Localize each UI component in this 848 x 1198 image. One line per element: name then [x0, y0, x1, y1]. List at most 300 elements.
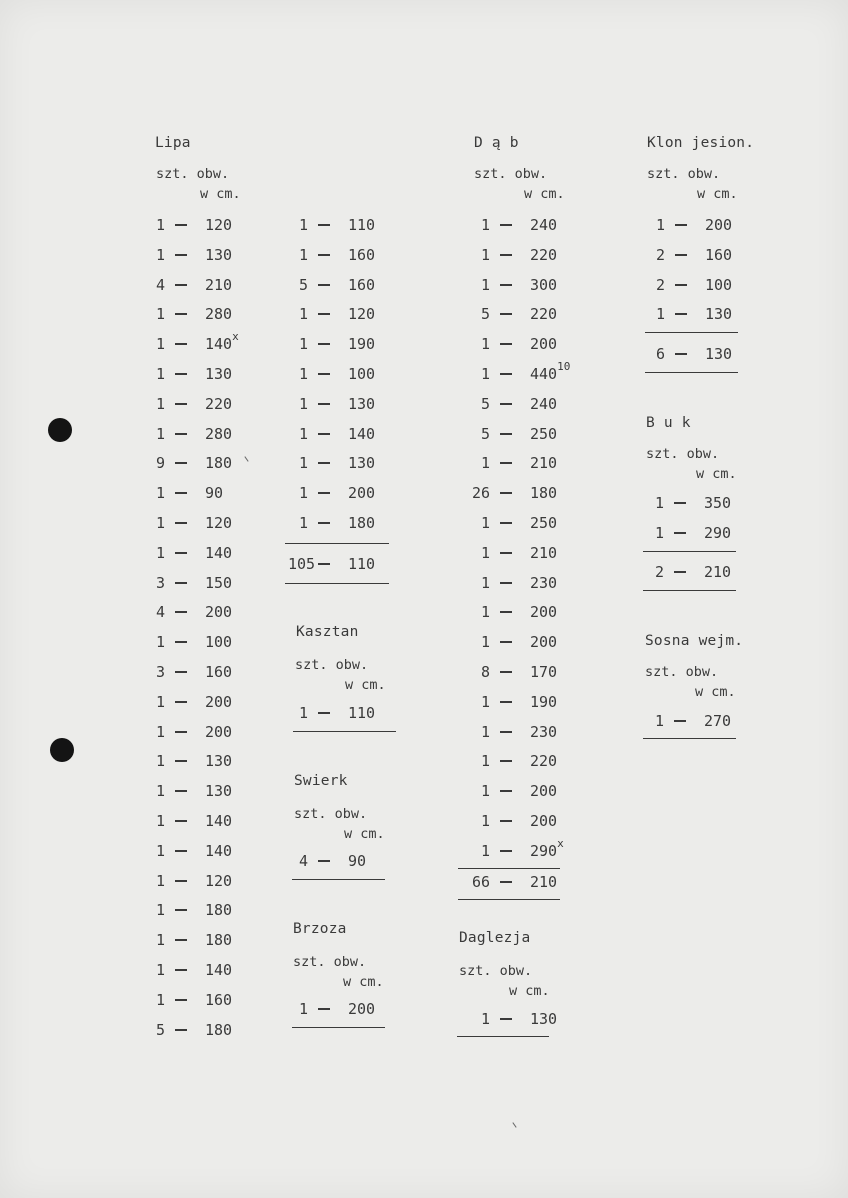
table-row [288, 274, 398, 296]
dash-separator [318, 224, 330, 226]
header-line-1: szt. obw. [647, 166, 721, 182]
girth-value: 210 [530, 454, 558, 473]
table-row [644, 710, 754, 732]
table-row [470, 333, 580, 355]
table-row [145, 572, 255, 594]
dash-separator [318, 492, 330, 494]
quantity-cell: 9 [155, 454, 165, 473]
dash-separator [500, 492, 512, 494]
girth-value: 200 [530, 603, 558, 622]
table-row [145, 363, 255, 385]
girth-cell [205, 750, 232, 772]
table-row [288, 303, 398, 325]
girth-value: 130 [205, 782, 233, 801]
quantity-cell: 1 [155, 365, 165, 383]
table-row [645, 244, 755, 266]
dash-separator [175, 343, 187, 345]
header-line-1: szt. obw. [646, 446, 720, 462]
quantity-cell: 5 [155, 1020, 165, 1039]
dash-separator [500, 671, 512, 673]
girth-cell [205, 363, 232, 385]
girth-value: 140 [205, 543, 233, 562]
sum-rule [292, 1027, 385, 1028]
sum-rule [643, 551, 736, 552]
girth-value: 140 [205, 841, 233, 860]
quantity-cell: 1 [155, 812, 165, 830]
girth-cell [348, 452, 375, 474]
quantity-cell: 1 [155, 514, 165, 532]
column-header-kasztan [295, 655, 386, 695]
table-row [470, 661, 580, 683]
girth-value: 160 [348, 245, 376, 264]
girth-value: 130 [348, 454, 376, 473]
dash-separator [500, 1018, 512, 1020]
girth-value: 200 [205, 692, 233, 711]
girth-value: 220 [530, 245, 558, 264]
girth-value: 120 [205, 514, 233, 532]
dash-separator [500, 881, 512, 883]
girth-value: 160 [348, 275, 376, 294]
table-row [145, 1019, 255, 1041]
girth-value: 290 [530, 841, 558, 860]
quantity-cell: 1 [480, 812, 490, 830]
girth-value: 160 [205, 663, 233, 681]
table-row [470, 750, 580, 772]
girth-cell [348, 998, 375, 1020]
dash-separator [500, 462, 512, 464]
dash-separator [175, 790, 187, 792]
girth-cell [530, 631, 557, 653]
girth-value: 440 [530, 365, 558, 383]
girth-value: 200 [205, 603, 233, 622]
girth-cell [205, 1019, 232, 1041]
dash-separator [674, 571, 686, 573]
quantity-cell: 1 [155, 931, 165, 950]
dash-separator [500, 373, 512, 375]
girth-value: 200 [530, 782, 558, 801]
table-row [288, 363, 398, 385]
table-row [470, 214, 580, 236]
dash-separator [675, 353, 687, 355]
header-line-1: szt. obw. [295, 657, 369, 673]
dash-separator [175, 1029, 187, 1031]
quantity-cell: 1 [480, 245, 490, 264]
dash-separator [175, 671, 187, 673]
quantity-cell: 66 [471, 873, 490, 891]
girth-cell [530, 512, 557, 534]
table-row [145, 542, 255, 564]
quantity-cell: 1 [155, 901, 165, 920]
section-title-sosna: Sosna wejm. [645, 633, 744, 649]
dash-separator [175, 254, 187, 256]
dash-separator [175, 850, 187, 852]
quantity-cell: 1 [480, 782, 490, 801]
dash-separator [675, 313, 687, 315]
quantity-cell: 1 [298, 484, 308, 503]
header-line-2: w cm. [509, 983, 550, 999]
girth-value: 250 [530, 514, 558, 532]
girth-cell [348, 482, 375, 504]
table-row [288, 393, 398, 415]
girth-cell [348, 214, 375, 236]
column-header-buk [646, 444, 737, 484]
dash-separator [318, 433, 330, 435]
sum-rule [285, 543, 389, 544]
girth-value: 140 [348, 424, 376, 443]
dash-separator [500, 522, 512, 524]
table-row [145, 330, 255, 355]
table-row [288, 423, 398, 445]
quantity-cell: 5 [480, 424, 490, 443]
dash-separator [318, 373, 330, 375]
girth-value: 230 [530, 722, 558, 741]
dash-separator [500, 343, 512, 345]
girth-cell [530, 780, 557, 802]
table-row [145, 840, 255, 862]
dash-separator [175, 462, 187, 464]
dash-separator [500, 611, 512, 613]
quantity-cell: 1 [480, 841, 490, 860]
quantity-cell: 5 [480, 394, 490, 413]
sum-rule [643, 738, 736, 739]
total-row [288, 553, 398, 575]
girth-cell [348, 393, 375, 415]
dash-separator [175, 939, 187, 941]
total-row [470, 871, 580, 893]
girth-cell [530, 274, 557, 296]
table-row [145, 959, 255, 981]
punch-hole [48, 418, 72, 442]
table-row [145, 721, 255, 743]
girth-cell [348, 850, 366, 872]
girth-cell [205, 482, 223, 504]
quantity-cell: 1 [480, 603, 490, 622]
girth-cell [530, 333, 557, 355]
girth-cell [530, 691, 557, 713]
dash-separator [674, 720, 686, 722]
quantity-cell: 4 [298, 852, 308, 870]
table-row [645, 214, 755, 236]
dash-separator [675, 254, 687, 256]
table-row [470, 393, 580, 415]
girth-cell [205, 959, 232, 981]
table-row [145, 661, 255, 683]
dash-separator [175, 969, 187, 971]
table-row [145, 393, 255, 415]
header-line-1: szt. obw. [474, 166, 548, 182]
quantity-cell: 1 [155, 394, 165, 413]
girth-value: 100 [705, 275, 733, 294]
dash-separator [175, 433, 187, 435]
quantity-cell: 1 [480, 365, 490, 383]
dash-separator [500, 254, 512, 256]
quantity-cell: 2 [654, 563, 664, 581]
girth-value: 180 [348, 514, 376, 532]
table-row [145, 870, 255, 892]
table-row [470, 274, 580, 296]
girth-value: 190 [348, 335, 376, 354]
section-title-klon: Klon jesion. [647, 135, 755, 151]
table-row [288, 850, 398, 872]
girth-value: 170 [530, 663, 558, 681]
dash-separator [500, 313, 512, 315]
girth-value: 120 [205, 216, 233, 234]
dash-separator [318, 313, 330, 315]
girth-cell [205, 393, 232, 415]
quantity-cell: 1 [298, 454, 308, 473]
girth-cell [704, 561, 731, 583]
table-row [470, 780, 580, 802]
girth-cell [205, 840, 232, 862]
girth-value: 280 [205, 424, 233, 443]
girth-cell [705, 303, 732, 325]
girth-cell [348, 363, 375, 385]
quantity-cell: 1 [298, 514, 308, 532]
girth-cell [205, 452, 232, 474]
girth-cell [705, 274, 732, 296]
girth-cell [348, 423, 375, 445]
header-line-2: w cm. [697, 186, 738, 202]
girth-value: 180 [205, 454, 233, 473]
quantity-cell: 1 [155, 484, 165, 503]
girth-value: 210 [704, 563, 732, 581]
table-row [145, 512, 255, 534]
girth-cell [530, 661, 557, 683]
girth-value: 140 [205, 812, 233, 830]
dash-separator [175, 641, 187, 643]
header-line-2: w cm. [695, 684, 736, 700]
table-row [145, 452, 255, 474]
quantity-cell: 4 [155, 275, 165, 294]
section-title-kasztan: Kasztan [296, 624, 359, 640]
girth-value: 100 [348, 365, 376, 383]
quantity-cell: 1 [155, 871, 165, 890]
quantity-cell: 1 [298, 394, 308, 413]
section-title-lipa: Lipa [155, 135, 191, 151]
quantity-cell: 1 [155, 782, 165, 801]
header-line-1: szt. obw. [294, 806, 368, 822]
quantity-cell: 1 [298, 704, 308, 722]
table-row [145, 989, 255, 1011]
quantity-cell: 3 [155, 663, 165, 681]
quantity-cell: 1 [480, 216, 490, 234]
girth-value: 130 [530, 1010, 558, 1028]
girth-cell [530, 1008, 557, 1030]
dash-separator [175, 611, 187, 613]
girth-value: 110 [348, 555, 376, 573]
quantity-cell: 1 [155, 424, 165, 443]
quantity-cell: 1 [480, 514, 490, 532]
quantity-cell: 1 [155, 692, 165, 711]
girth-cell [530, 360, 571, 387]
table-row [288, 244, 398, 266]
quantity-cell: 2 [655, 275, 665, 294]
girth-value: 130 [348, 394, 376, 413]
table-row [470, 836, 580, 862]
table-row [145, 929, 255, 951]
quantity-cell: 1 [155, 633, 165, 652]
girth-cell [348, 244, 375, 266]
girth-cell [530, 721, 557, 743]
dash-separator [175, 522, 187, 524]
girth-value: 200 [205, 722, 233, 741]
girth-value: 110 [348, 704, 376, 722]
dash-separator [318, 1008, 330, 1010]
quantity-cell: 5 [298, 275, 308, 294]
table-row [470, 631, 580, 653]
header-line-2: w cm. [200, 186, 241, 202]
girth-cell [205, 512, 232, 534]
header-line-2: w cm. [696, 466, 737, 482]
table-row [145, 899, 255, 921]
sum-rule [457, 1036, 549, 1037]
quantity-cell: 1 [654, 523, 664, 542]
table-row [470, 601, 580, 623]
girth-value: 140 [205, 961, 233, 979]
table-row [288, 214, 398, 236]
header-line-1: szt. obw. [459, 963, 533, 979]
dash-separator [500, 403, 512, 405]
quantity-cell: 1 [480, 752, 490, 771]
dash-separator [175, 492, 187, 494]
girth-cell [205, 423, 232, 445]
column-header-dab [474, 164, 565, 204]
girth-cell [205, 214, 232, 236]
girth-cell [704, 710, 731, 732]
dash-separator [675, 224, 687, 226]
column-header-swierk [294, 804, 385, 844]
girth-cell [530, 601, 557, 623]
quantity-cell: 1 [155, 961, 165, 979]
girth-value: 200 [705, 216, 733, 234]
section-title-daglezja: Daglezja [459, 930, 531, 946]
girth-cell [705, 214, 732, 236]
girth-cell [205, 899, 232, 921]
dash-separator [175, 820, 187, 822]
quantity-cell: 1 [480, 454, 490, 473]
section-title-buk: B u k [646, 415, 691, 431]
annotation-mark: x [232, 330, 239, 344]
dash-separator [500, 641, 512, 643]
quantity-cell: 1 [480, 692, 490, 711]
quantity-cell: 1 [480, 335, 490, 354]
girth-cell [348, 333, 375, 355]
quantity-cell: 1 [155, 335, 165, 354]
total-row [644, 561, 754, 583]
header-line-2: w cm. [345, 677, 386, 693]
dash-separator [318, 522, 330, 524]
girth-value: 180 [205, 931, 233, 950]
girth-cell [348, 303, 375, 325]
dash-separator [175, 701, 187, 703]
dash-separator [175, 731, 187, 733]
table-row [470, 360, 580, 385]
girth-value: 220 [530, 752, 558, 771]
girth-value: 270 [704, 712, 732, 730]
quantity-cell: 1 [298, 245, 308, 264]
header-line-2: w cm. [524, 186, 565, 202]
quantity-cell: 1 [654, 494, 664, 512]
dash-separator [175, 224, 187, 226]
dash-separator [500, 760, 512, 762]
table-row [288, 998, 398, 1020]
quantity-cell: 1 [155, 543, 165, 562]
quantity-cell: 1 [155, 216, 165, 234]
table-row [145, 780, 255, 802]
dash-separator [318, 860, 330, 862]
quantity-cell: 1 [480, 633, 490, 652]
dash-separator [500, 552, 512, 554]
dash-separator [500, 224, 512, 226]
girth-value: 120 [348, 305, 376, 324]
girth-cell [530, 423, 557, 445]
table-row [145, 303, 255, 325]
dash-separator [175, 880, 187, 882]
table-row [145, 810, 255, 832]
table-row [470, 244, 580, 266]
section-title-brzoza: Brzoza [293, 921, 347, 937]
column-header-brzoza [293, 952, 384, 992]
girth-cell [530, 303, 557, 325]
girth-cell [205, 810, 232, 832]
table-row [470, 512, 580, 534]
column-header-sosna [645, 662, 736, 702]
quantity-cell: 3 [155, 573, 165, 592]
total-row [645, 343, 755, 365]
girth-cell [205, 244, 232, 266]
girth-value: 210 [530, 873, 558, 891]
girth-cell [205, 274, 232, 296]
table-row [645, 274, 755, 296]
girth-value: 90 [205, 484, 224, 503]
girth-cell [530, 871, 557, 893]
girth-cell [205, 780, 232, 802]
dash-separator [318, 462, 330, 464]
girth-cell [705, 343, 732, 365]
table-row [145, 214, 255, 236]
dash-separator [318, 284, 330, 286]
table-row [145, 244, 255, 266]
header-line-1: szt. obw. [645, 664, 719, 680]
girth-cell [205, 661, 232, 683]
header-line-1: szt. obw. [156, 166, 230, 182]
table-row [145, 601, 255, 623]
quantity-cell: 1 [155, 245, 165, 264]
girth-value: 190 [530, 692, 558, 711]
quantity-cell: 1 [480, 722, 490, 741]
table-row [645, 303, 755, 325]
dash-separator [318, 343, 330, 345]
girth-value: 150 [205, 573, 233, 592]
dash-separator [500, 701, 512, 703]
dash-separator [500, 790, 512, 792]
dash-separator [175, 284, 187, 286]
quantity-cell: 1 [298, 216, 308, 234]
girth-value: 200 [530, 335, 558, 354]
quantity-cell: 26 [471, 484, 490, 503]
girth-cell [205, 691, 232, 713]
dash-separator [675, 284, 687, 286]
sum-rule [293, 731, 396, 732]
dash-separator [674, 502, 686, 504]
girth-value: 350 [704, 494, 732, 512]
girth-cell [530, 244, 557, 266]
girth-cell [205, 989, 232, 1011]
quantity-cell: 1 [655, 305, 665, 324]
girth-cell [704, 492, 731, 514]
table-row [288, 512, 398, 534]
table-row [644, 522, 754, 544]
